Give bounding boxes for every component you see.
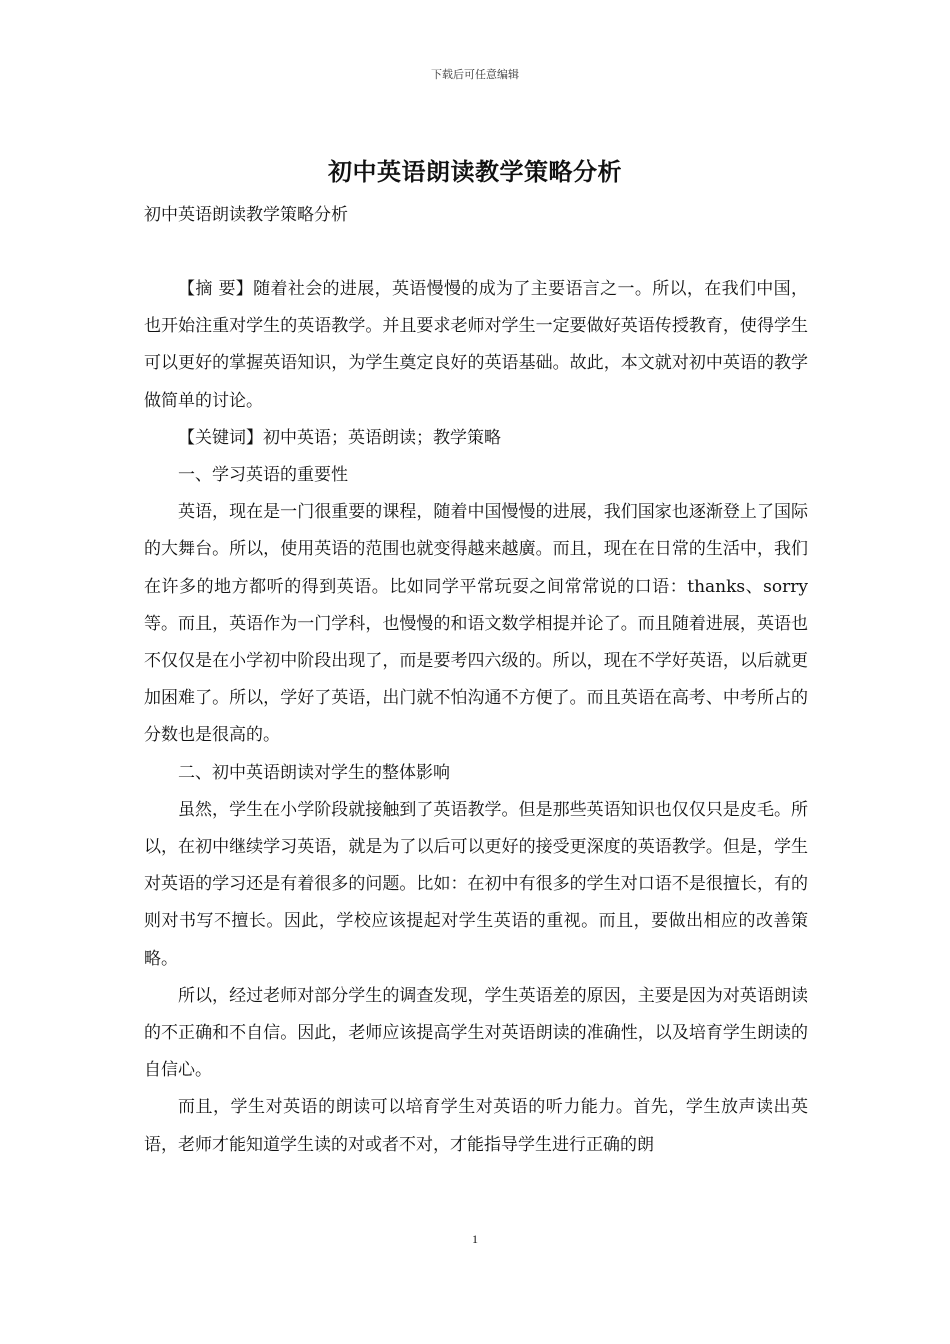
abstract-paragraph: 【摘 要】随着社会的进展，英语慢慢的成为了主要语言之一。所以，在我们中国，也开始注重对学生的英语教学。并且要求老师对学生一定要做好英语传授教育，使得学生可以更好的掌握英语知识，为学生奠定良好的英语基础。故此，本文就对初中英语的教学做简单的讨论。 [144,279,808,411]
body-paragraph: 虽然，学生在小学阶段就接触到了英语教学。但是那些英语知识也仅仅只是皮毛。所以，在初中继续学习英语，就是为了以后可以更好的接受更深度的英语教学。但是，学生对英语的学习还是有着很多的问题。比如：在初中有很多的学生对口语不是很擅长，有的则对书写不擅长。因此，学校应该提起对学生英语的重视。而且，要做出相应的改善策略。 [144,799,808,969]
header-note: 下载后可任意编辑 [431,68,519,81]
document-body [144,271,808,1164]
document-subtitle: 初中英语朗读教学策略分析 [144,205,348,225]
body-paragraph: 所以，经过老师对部分学生的调查发现，学生英语差的原因，主要是因为对英语朗读的不正确和不自信。因此，老师应该提高学生对英语朗读的准确性，以及培育学生朗读的自信心。 [144,985,808,1081]
body-paragraph: 而且，学生对英语的朗读可以培育学生对英语的听力能力。首先，学生放声读出英语，老师才能知道学生读的对或者不对，才能指导学生进行正确的朗 [144,1097,808,1155]
keywords-paragraph: 【关键词】初中英语；英语朗读；教学策略 [178,427,501,448]
page-number: 1 [472,1232,478,1246]
body-paragraph: 英语，现在是一门很重要的课程，随着中国慢慢的进展，我们国家也逐渐登上了国际的大舞台。所以，使用英语的范围也就变得越来越廣。而且，现在在日常的生活中，我们在许多的地方都听的得到英语。比如同学平常玩耍之间常常说的口语：thanks、sorry等。而且，英语作为一门学科，也慢慢的和语文数学相提并论了。而且随着进展，英语也不仅仅是在小学初中阶段出现了，而是要考四六级的。所以，现在不学好英语，以后就更加困难了。所以，学好了英语，出门就不怕沟通不方便了。而且英语在高考、中考所占的分数也是很高的。 [144,502,808,746]
document-title: 初中英语朗读教学策略分析 [328,157,622,186]
section-heading-2: 二、初中英语朗读对学生的整体影响 [178,762,450,783]
section-heading-1: 一、学习英语的重要性 [178,465,348,486]
